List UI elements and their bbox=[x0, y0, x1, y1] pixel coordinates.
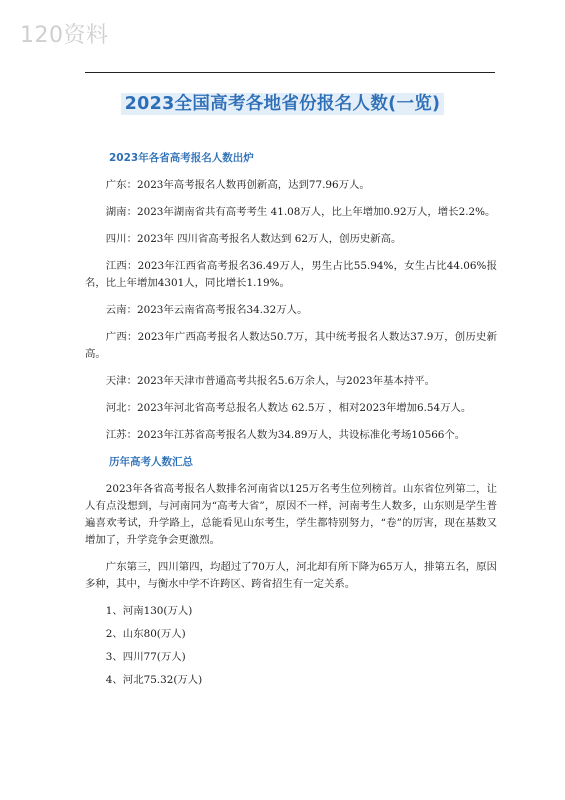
paragraph-tianjin: 天津：2023年天津市普通高考共报名5.6万余人，与2023年基本持平。 bbox=[105, 375, 435, 387]
section-heading-2023: 2023年各省高考报名人数出炉 bbox=[109, 152, 254, 164]
paragraph-jiangsu: 江苏：2023年江苏省高考报名人数为34.89万人，共设标准化考场10566个。 bbox=[105, 429, 466, 441]
ranking-item-2: 2、山东80(万人) bbox=[105, 628, 186, 640]
paragraph-history-2: 广东第三，四川第四，均超过了70万人，河北却有所下降为65万人，排第五名，原因多种，其中，与衡水中学不许跨区、跨省招生有一定关系。 bbox=[85, 561, 497, 590]
paragraph-jiangxi: 江西：2023年江西省高考报名36.49万人，男生占比55.94%，女生占比44.06%报名，比上年增加4301人，同比增长1.19%。 bbox=[85, 260, 497, 289]
ranking-item-1: 1、河南130(万人) bbox=[105, 605, 193, 617]
paragraph-guangxi: 广西：2023年广西高考报名人数达50.7万，其中统考报名人数达37.9万，创历史新高。 bbox=[85, 331, 497, 360]
page-title-text: 2023全国高考各地省份报名人数(一览) bbox=[121, 93, 445, 115]
paragraph-hunan: 湖南：2023年湖南省共有高考考生 41.08万人，比上年增加0.92万人，增长2.2%。 bbox=[105, 206, 496, 218]
paragraph-history-1: 2023年各省高考报名人数排名河南省以125万名考生位列榜首。山东省位列第二，让人有点没想到，与河南同为“高考大省”，原因不一样，河南考生人数多，山东则是学生普遍喜欢考试，升学路上，总能看见山东考生，学生都特别努力，“卷”的厉害，现在基数又增加了，升学竞争会更激烈。 bbox=[85, 483, 497, 546]
paragraph-hebei: 河北：2023年河北省高考总报名人数达 62.5万 ，相对2023年增加6.54万人。 bbox=[105, 402, 472, 414]
page-title bbox=[0, 90, 565, 115]
ranking-item-4: 4、河北75.32(万人) bbox=[105, 674, 203, 686]
section-heading-history: 历年高考人数汇总 bbox=[109, 456, 193, 468]
ranking-item-3: 3、四川77(万人) bbox=[105, 651, 186, 663]
document-body bbox=[85, 150, 497, 695]
paragraph-sichuan: 四川：2023年 四川省高考报名人数达到 62万人，创历史新高。 bbox=[105, 233, 402, 245]
header-rule bbox=[85, 72, 495, 73]
paragraph-guangdong: 广东：2023年高考报名人数再创新高，达到77.96万人。 bbox=[105, 179, 370, 191]
paragraph-yunnan: 云南：2023年云南省高考报名34.32万人。 bbox=[105, 304, 308, 316]
watermark: 120资料 bbox=[20, 23, 109, 48]
